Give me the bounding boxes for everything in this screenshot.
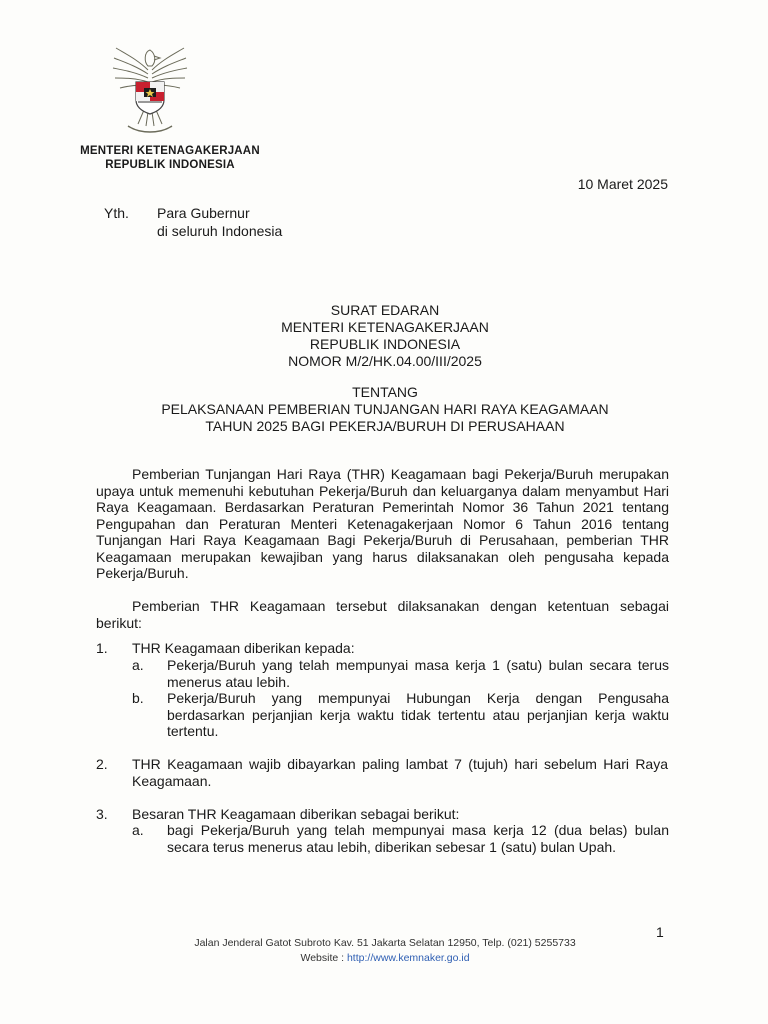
recipient-line: Para Gubernur [157,205,250,221]
salutation: Yth. [104,205,129,221]
list-number: 3. [96,806,108,822]
sublist-letter: b. [132,690,144,706]
title-line: MENTERI KETENAGAKERJAAN [281,319,489,335]
website-line [100,951,670,966]
country-name: REPUBLIK INDONESIA [105,159,235,171]
subject-line: PELAKSANAAN PEMBERIAN TUNJANGAN HARI RAYA KEAGAMAAN [161,401,609,417]
sublist-item-text: Pekerja/Buruh yang mempunyai Hubungan Kerja dengan Pengusaha berdasarkan perjanjian kerja waktu tidak tertentu atau perjanjian kerja waktu tertentu. [167,690,669,739]
subject-line: TAHUN 2025 BAGI PEKERJA/BURUH DI PERUSAHAAN [205,418,565,434]
website-label: Website : [300,952,347,964]
title-line: TENTANG [352,384,418,400]
letterhead [40,144,300,172]
recipient-line: di seluruh Indonesia [157,223,283,239]
sublist-letter: a. [132,822,144,838]
sublist-letter: a. [132,657,144,673]
list-item-text: Besaran THR Keagamaan diberikan sebagai berikut: [132,806,460,822]
title-line: SURAT EDARAN [330,302,440,318]
office-address: Jalan Jenderal Gatot Subroto Kav. 51 Jakarta Selatan 12950, Telp. (021) 5255733 [194,937,576,949]
body-paragraph [96,466,669,582]
title-line: REPUBLIK INDONESIA [309,336,461,352]
body-paragraph [96,598,669,631]
page-number: 1 [656,924,664,940]
recipient-block [157,204,282,240]
garuda-emblem-icon [108,40,192,140]
sublist-item-text: bagi Pekerja/Buruh yang telah mempunyai masa kerja 12 (dua belas) bulan secara terus menerus atau lebih, diberikan sebesar 1 (satu) bulan Upah. [167,822,669,855]
document-title [100,302,670,435]
sublist-item-text: Pekerja/Buruh yang telah mempunyai masa kerja 1 (satu) bulan secara terus menerus atau lebih. [167,657,669,690]
page-footer [100,936,670,966]
ministry-name: MENTERI KETENAGAKERJAAN [80,145,260,157]
list-number: 1. [96,640,108,656]
letter-date: 10 Maret 2025 [577,176,668,192]
paragraph-text: Pemberian THR Keagamaan tersebut dilaksanakan dengan ketentuan sebagai berikut: [96,598,669,631]
website-link[interactable]: http://www.kemnaker.go.id [346,952,470,964]
paragraph-text: Pemberian Tunjangan Hari Raya (THR) Keagamaan bagi Pekerja/Buruh merupakan upaya untuk memenuhi kebutuhan Pekerja/Buruh dan keluarganya dalam menyambut Hari Raya Keagamaan. Berdasarkan Peraturan Pemerintah Nomor 36 Tahun 2021 tentang Pengupahan dan Peraturan Menteri Ketenagakerjaan Nomor 6 Tahun 2016 tentang Tunjangan Hari Raya Keagamaan Bagi Pekerja/Buruh di Perusahaan, pemberian THR Keagamaan merupakan kewajiban yang harus dilaksanakan oleh pengusaha kepada Pekerja/Buruh. [96,466,669,581]
list-item-text: THR Keagamaan diberikan kepada: [132,640,355,656]
list-number: 2. [96,756,108,772]
decree-number: NOMOR M/2/HK.04.00/III/2025 [288,353,482,369]
list-item-text: THR Keagamaan wajib dibayarkan paling lambat 7 (tujuh) hari sebelum Hari Raya Keagamaan. [132,756,668,789]
